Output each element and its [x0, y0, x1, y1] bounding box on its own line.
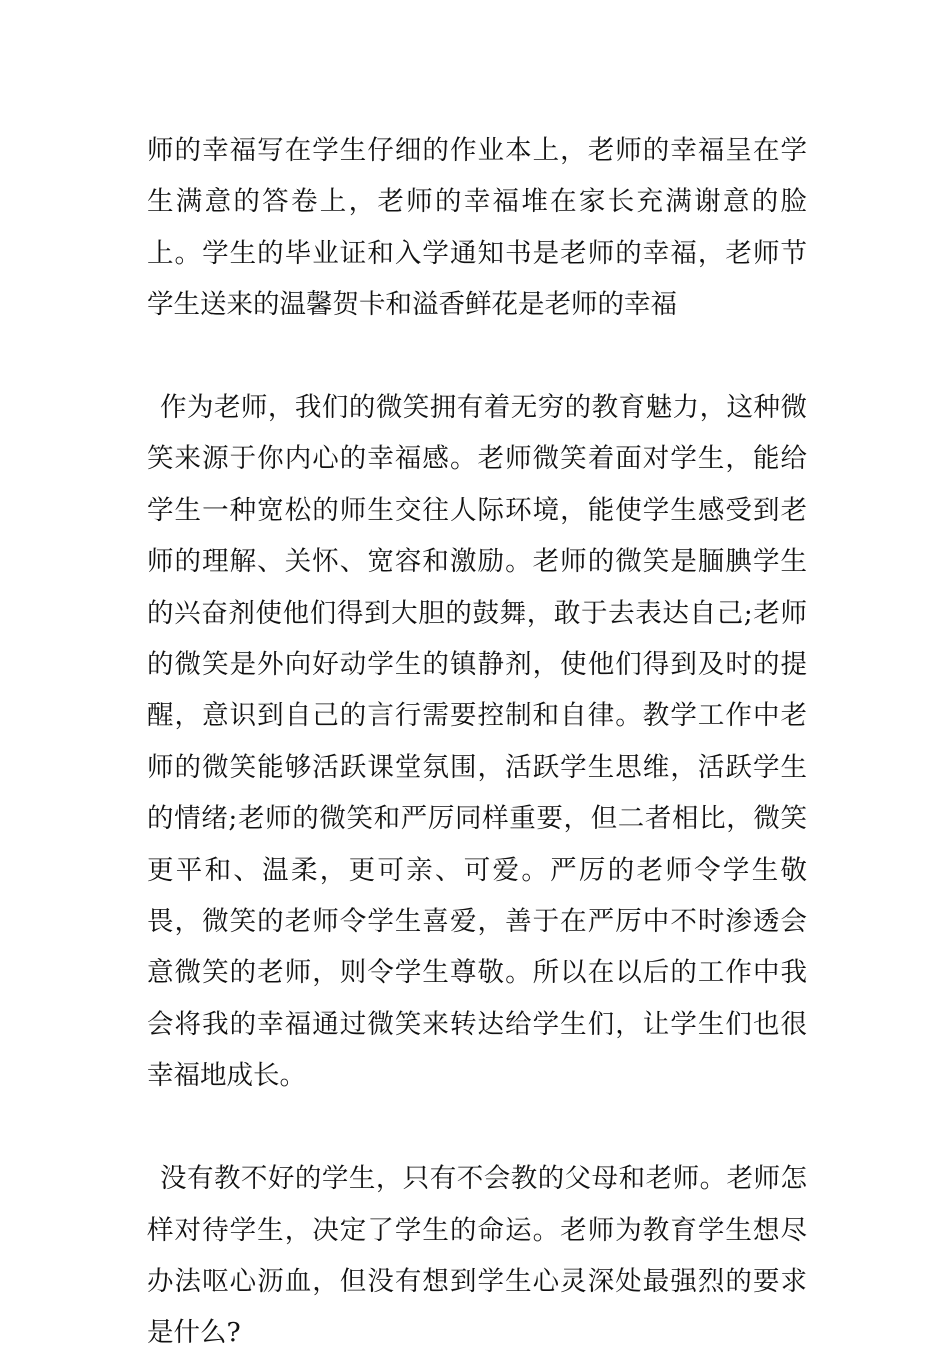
- paragraph-spacer: [147, 1102, 807, 1153]
- paragraph-3: 没有教不好的学生，只有不会教的父母和老师。老师怎样对待学生，决定了学生的命运。老师为教育学生想尽办法呕心沥血，但没有想到学生心灵深处最强烈的要求是什么?: [147, 1163, 807, 1349]
- paragraph-1: 师的幸福写在学生仔细的作业本上，老师的幸福呈在学生满意的答卷上，老师的幸福堆在家长充满谢意的脸上。学生的毕业证和入学通知书是老师的幸福，老师节学生送来的温馨贺卡和溢香鲜花是老师的幸福: [147, 135, 807, 321]
- paragraph-spacer: [147, 331, 807, 382]
- paragraph-2: 作为老师，我们的微笑拥有着无穷的教育魅力，这种微笑来源于你内心的幸福感。老师微笑着面对学生，能给学生一种宽松的师生交往人际环境，能使学生感受到老师的理解、关怀、宽容和激励。老师的微笑是腼腆学生的兴奋剂使他们得到大胆的鼓舞，敢于去表达自己;老师的微笑是外向好动学生的镇静剂，使他们得到及时的提醒，意识到自己的言行需要控制和自律。教学工作中老师的微笑能够活跃课堂氛围，活跃学生思维，活跃学生的情绪;老师的微笑和严厉同样重要，但二者相比，微笑更平和、温柔，更可亲、可爱。严厉的老师令学生敬畏，微笑的老师令学生喜爱，善于在严厉中不时渗透会意微笑的老师，则令学生尊敬。所以在以后的工作中我会将我的幸福通过微笑来转达给学生们，让学生们也很幸福地成长。: [147, 392, 807, 1092]
- document-body: [147, 125, 807, 1359]
